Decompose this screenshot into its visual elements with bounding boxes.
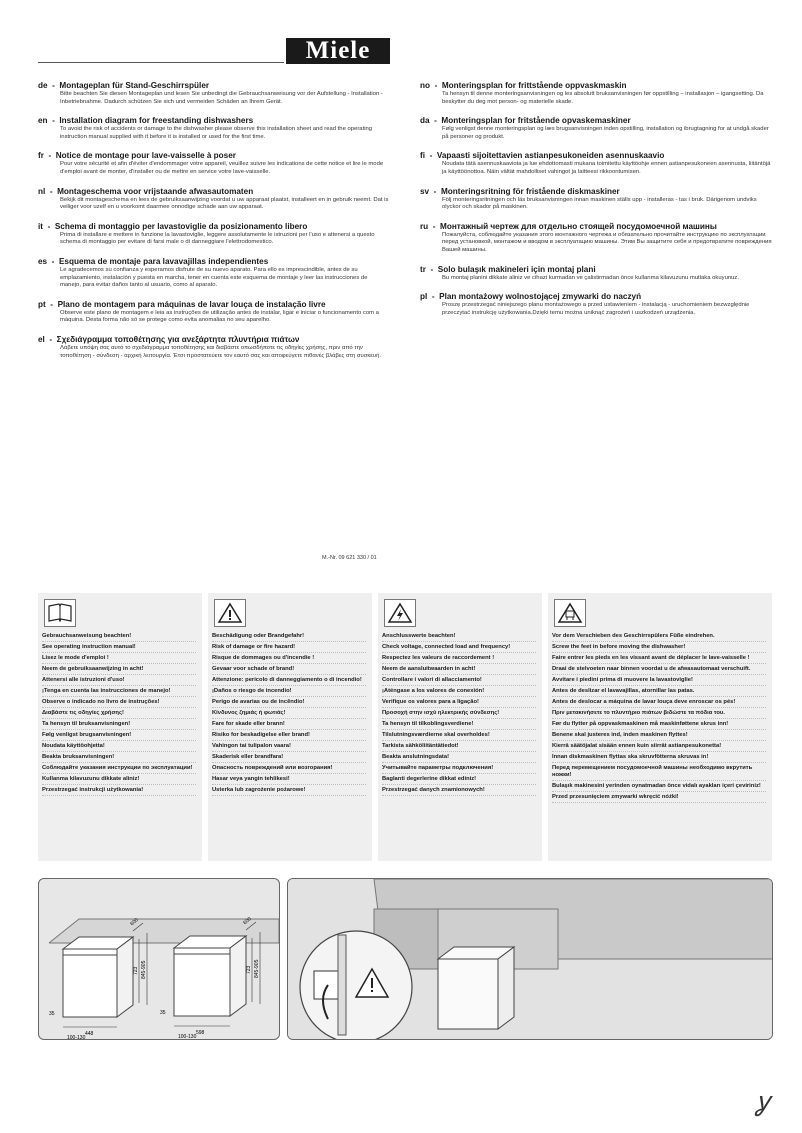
section-body: Prima di installare e mettere in funzione la lavastoviglie, leggere assolutamente le istruzioni per l'uso e attenersi a questo schema di montaggio per evitare di farsi male o di danneggiare l'elettrodomestico. bbox=[60, 231, 375, 246]
warning-item: Κίνδυνος ζημιάς ή φωτιάς! bbox=[212, 708, 366, 719]
warning-item: Перед перемещением посудомоечной машины необходимо вкрутить ножки! bbox=[552, 763, 766, 781]
separator: - bbox=[425, 264, 438, 274]
section-title bbox=[38, 299, 390, 310]
section-ru bbox=[420, 221, 772, 255]
dim-distance: 100-130 bbox=[178, 1034, 197, 1040]
title-text: Montageplan für Stand-Geschirrspüler bbox=[59, 81, 210, 90]
warning-item: Risk of damage or fire hazard! bbox=[212, 642, 366, 653]
warning-item: Lisez le mode d'emploi ! bbox=[42, 653, 196, 664]
section-body: Følg venligst denne monteringsplan og læs brugsanvisningen inden opstilling, installation og ibrugtagning for at undgå skader på personer og produkt. bbox=[442, 126, 769, 140]
separator: - bbox=[430, 81, 442, 90]
title-text: Plan montażowy wolnostojącej zmywarki do naczyń bbox=[439, 292, 642, 302]
separator: - bbox=[44, 334, 57, 344]
warning-list bbox=[382, 631, 536, 796]
corner-mark: ỿ bbox=[756, 1087, 770, 1116]
warning-item: Attenzione: pericolo di danneggiamento o di incendio! bbox=[212, 675, 366, 686]
section-body: Proszę przestrzegać niniejszego planu montażowego a przed ustawieniem - instalacją - uruchomieniem bezwzględnie przeczytać instrukcję użytkowania.Dzięki temu można uniknąć zagrożeń i uszkodzeń urządzenia. bbox=[442, 302, 750, 316]
separator: - bbox=[429, 186, 441, 196]
section-it bbox=[38, 221, 390, 247]
warning-item: Usterka lub zagrożenie pożarowe! bbox=[212, 785, 366, 796]
title-text: Schema di montaggio per lavastoviglie da posizionamento libero bbox=[54, 221, 308, 231]
warning-item: Screw the feet in before moving the dishwasher! bbox=[552, 642, 766, 653]
material-number: M.-Nr. 09 621 330 / 01 bbox=[322, 555, 377, 561]
title-text: Installation diagram for freestanding dishwashers bbox=[59, 116, 254, 126]
dim-height-b: 845-905 bbox=[254, 959, 260, 978]
warning-item: Verifique os valores para a ligação! bbox=[382, 697, 536, 708]
warning-item: Noudata käyttöohjetta! bbox=[42, 741, 196, 752]
warning-item: Faire entrer les pieds en les vissant avant de déplacer le lave-vaisselle ! bbox=[552, 653, 766, 664]
warning-item: Опасность повреждений или возгорания! bbox=[212, 763, 366, 774]
dimension-diagram-2 bbox=[158, 878, 282, 1040]
warning-item: Πριν μετακινήσετε το πλυντήριο πιάτων βιδώστε τα πόδια του. bbox=[552, 708, 766, 719]
section-pl bbox=[420, 291, 772, 317]
header-rule bbox=[38, 62, 284, 63]
warning-item: Risque de dommages ou d'incendie ! bbox=[212, 653, 366, 664]
dim-height-a: 723 bbox=[246, 965, 252, 974]
warning-item: Przestrzegać instrukcji użytkowania! bbox=[42, 785, 196, 796]
title-text: Monteringsplan for fritstående opvaskemaskiner bbox=[441, 116, 631, 126]
dishwasher-drawing-2 bbox=[174, 936, 246, 1016]
language-code: pl bbox=[420, 292, 428, 302]
section-title bbox=[38, 80, 390, 91]
warning-list bbox=[212, 631, 366, 796]
section-title bbox=[420, 264, 772, 275]
warning-item: Προσοχή στην ισχύ ηλεκτρικής σύνδεσης! bbox=[382, 708, 536, 719]
dim-width: 598 bbox=[196, 1030, 205, 1036]
warning-item: Przestrzegać danych znamionowych! bbox=[382, 785, 536, 796]
warning-item: Følg venligst brugsanvisningen! bbox=[42, 730, 196, 741]
title-text: Vapaasti sijoitettavien astianpesukoneiden asennuskaavio bbox=[436, 151, 665, 161]
warning-item: Baglanti degerlerine dikkat ediniz! bbox=[382, 774, 536, 785]
intro-column-right bbox=[420, 80, 772, 326]
warning-item: Observe o indicado no livro de instruções! bbox=[42, 697, 196, 708]
dim-foot: 35 bbox=[160, 1010, 166, 1016]
section-body: Пожалуйста, соблюдайте указания этого монтажного чертежа и обязательно прочитайте инструкцию по эксплуатации перед установкой, монтажом и вводом в эксплуатацию машины. Этим Вы защитите себя и предотвратите повреждения Вашей машины. bbox=[442, 231, 772, 253]
title-text: Σχεδιάγραμμα τοποθέτησης για ανεξάρτητα πλυντήρια πιάτων bbox=[56, 334, 300, 344]
warning-item: Διαβάστε τις οδηγίες χρήσης! bbox=[42, 708, 196, 719]
language-code: es bbox=[38, 256, 48, 266]
section-body: Pour votre sécurité et afin d'éviter d'endommager votre appareil, veuillez suivre les indications de cette notice et lire le mode d'emploi avant de monter, d'installer ou de mettre en service votre lave-vaisselle. bbox=[60, 161, 384, 175]
dim-distance: 100-130 bbox=[67, 1035, 86, 1040]
separator: - bbox=[47, 116, 60, 126]
section-el bbox=[38, 334, 390, 360]
separator: - bbox=[43, 221, 55, 231]
warning-item: Kullanma kilavuzunu dikkate aliniz! bbox=[42, 774, 196, 785]
warning-item: Vahingon tai tulipalon vaara! bbox=[212, 741, 366, 752]
section-en bbox=[38, 115, 390, 141]
language-code: el bbox=[38, 334, 45, 344]
section-body: To avoid the risk of accidents or damage to the dishwasher please observe this installation sheet and read the operating instruction manual supplied with it before it is installed or used for the first time. bbox=[60, 126, 373, 140]
warning-item: Kierrä säätöjalat sisään ennen kuin siirrät astianpesukonetta! bbox=[552, 741, 766, 752]
section-de bbox=[38, 80, 390, 106]
language-code: no bbox=[420, 81, 431, 90]
section-title bbox=[420, 115, 772, 126]
section-nl bbox=[38, 186, 390, 212]
warning-item: Respectez les valeurs de raccordement ! bbox=[382, 653, 536, 664]
section-title bbox=[420, 80, 772, 91]
warning-item: Draai de stelvoeten naar binnen voordat u de afwasautomaat verschuift. bbox=[552, 664, 766, 675]
language-code: de bbox=[38, 81, 48, 90]
warning-list bbox=[42, 631, 196, 796]
dim-height-a: 723 bbox=[133, 966, 139, 975]
section-fi bbox=[420, 150, 772, 176]
section-pt bbox=[38, 299, 390, 325]
section-body: Bitte beachten Sie diesen Montageplan und lesen Sie unbedingt die Gebrauchsanweisung vor der Aufstellung - Installation - Inbetriebnahme. Dadurch schützen Sie sich und vermeiden Schäden an Ihrem Gerät. bbox=[60, 91, 383, 105]
section-fr bbox=[38, 150, 390, 176]
warning-item: Perigo de avarias ou de incêndio! bbox=[212, 697, 366, 708]
warning-item: Før du flytter på oppvaskmaskinen må maskinføttene skrus inn! bbox=[552, 719, 766, 730]
section-body: Le agradecemos su confianza y esperamos disfrute de su nuevo aparato. Para ello es imprescindible, antes de su emplazamiento, instalación y puesta en marcha, tener en cuenta este esquema de montaje y leer las instrucciones de manejo, para evitar daños tanto al usuario, como al aparato. bbox=[60, 266, 368, 289]
title-text: Solo bulaşık makineleri için montaj plani bbox=[437, 264, 596, 274]
warning-item: Anschlusswerte beachten! bbox=[382, 631, 536, 642]
title-text: Notice de montage pour lave-vaisselle à poser bbox=[55, 151, 236, 161]
section-title bbox=[38, 221, 390, 232]
warning-item: Antes de deslizar el lavavajillas, atornillar las patas. bbox=[552, 686, 766, 697]
warning-item: Tilslutningsværdierne skal overholdes! bbox=[382, 730, 536, 741]
language-code: ru bbox=[420, 221, 429, 231]
warning-item: Neem de aansluitwaarden in acht! bbox=[382, 664, 536, 675]
warning-item: Neem de gebruiksaanwijzing in acht! bbox=[42, 664, 196, 675]
warning-item: ¡Aténgase a los valores de conexión! bbox=[382, 686, 536, 697]
language-code: fi bbox=[420, 151, 426, 161]
language-code: nl bbox=[38, 186, 46, 196]
section-title bbox=[420, 221, 772, 232]
warning-item: Vor dem Verschieben des Geschirrspülers Füße eindrehen. bbox=[552, 631, 766, 642]
foot-warning-icon bbox=[554, 599, 586, 627]
freestanding-dishwasher bbox=[438, 947, 514, 1029]
separator: - bbox=[45, 299, 58, 309]
section-title bbox=[38, 115, 390, 126]
warning-item: See operating instruction manual! bbox=[42, 642, 196, 653]
title-text: Esquema de montaje para lavavajillas independientes bbox=[58, 256, 269, 266]
section-title bbox=[420, 291, 772, 302]
dim-depth-top: 600 bbox=[129, 917, 140, 928]
warning-panel-manual bbox=[38, 593, 202, 861]
section-title bbox=[38, 334, 390, 345]
section-body: Ta hensyn til denne monteringsanvisningen og les absolutt bruksanvisningen før oppstilling – installasjon – igangsetting. Da beskytter du deg mot person- og materielle skade. bbox=[442, 91, 764, 105]
section-body: Noudata tätä asennuskaaviota ja lue ehdottomasti mukana toimitettu käyttöohje ennen astianpesukoneen asennusta, liitäntöjä ja käyttöönottoa. Näin vältät mahdolliset vahingot ja laitteesi rikkoontumisen. bbox=[442, 161, 771, 175]
warning-item: Innan diskmaskinen flyttas ska skruvfötterna skruvas in! bbox=[552, 752, 766, 763]
warning-item: Ta hensyn til tilkoblingsverdiene! bbox=[382, 719, 536, 730]
section-body: Bu montaj planini dikkate aliniz ve cihazi kurmadan ve çalistirmadan önce kullanma kilavuzunu mutlaka okuyunuz. bbox=[442, 274, 739, 281]
warning-item: Beakta bruksanvisningen! bbox=[42, 752, 196, 763]
language-code: fr bbox=[38, 151, 44, 161]
dim-width: 448 bbox=[85, 1031, 94, 1037]
separator: - bbox=[45, 186, 58, 196]
title-text: Monteringsplan for frittstående oppvaskmaskin bbox=[441, 81, 627, 90]
warning-item: Ta hensyn til bruksanvisningen! bbox=[42, 719, 196, 730]
warning-item: Attenersi alle istruzioni d'uso! bbox=[42, 675, 196, 686]
miele-logo: Miele bbox=[286, 38, 390, 64]
separator: - bbox=[47, 81, 60, 90]
warning-item: Hasar veya yangin tehlikesi! bbox=[212, 774, 366, 785]
section-title bbox=[38, 256, 390, 267]
section-tr bbox=[420, 264, 772, 283]
section-sv bbox=[420, 186, 772, 212]
warning-item: Benene skal justeres ind, inden maskinen flyttes! bbox=[552, 730, 766, 741]
language-code: sv bbox=[420, 186, 430, 196]
warning-item: Gebrauchsanweisung beachten! bbox=[42, 631, 196, 642]
warning-item: Risiko for beskadigelse eller brand! bbox=[212, 730, 366, 741]
separator: - bbox=[425, 151, 437, 161]
warning-item: ¡Daños o riesgo de incendio! bbox=[212, 686, 366, 697]
warning-item: Antes de deslocar a máquina de lavar louça deve enroscar os pés! bbox=[552, 697, 766, 708]
section-no bbox=[420, 80, 772, 106]
warning-item: Bulaşık makinesini yerinden oynatmadan önce vidalı ayakları içeri çeviriniz! bbox=[552, 781, 766, 792]
warning-item: Tarkista sähköliitäntätiedot! bbox=[382, 741, 536, 752]
warning-item: Соблюдайте указания инструкции по эксплуатации! bbox=[42, 763, 196, 774]
section-title bbox=[38, 186, 390, 197]
section-body: Bekijk dit montageschema en lees de gebruiksaanwijzing voordat u uw apparaat plaatst, installeert en in gebruik neemt. Dat is veiliger voor uzelf en u voorkomt daarmee onnodige schade aan uw apparaat. bbox=[60, 196, 389, 211]
section-es bbox=[38, 256, 390, 290]
warning-item: Przed przesunięciem zmywarki wkręcić nóżki! bbox=[552, 792, 766, 803]
section-title bbox=[420, 150, 772, 161]
section-da bbox=[420, 115, 772, 141]
dim-depth-top: 600 bbox=[242, 916, 253, 927]
warning-list bbox=[552, 631, 766, 803]
language-code: it bbox=[38, 221, 44, 231]
section-title bbox=[38, 150, 390, 161]
warning-item: ¡Tenga en cuenta las instrucciones de manejo! bbox=[42, 686, 196, 697]
dim-height-b: 845-905 bbox=[141, 960, 147, 979]
warning-panel-damage bbox=[208, 593, 372, 861]
section-title bbox=[420, 186, 772, 197]
title-text: Монтажный чертеж для отдельно стоящей посудомоечной машины bbox=[440, 221, 717, 231]
warning-panels bbox=[38, 593, 772, 861]
section-body: Λάβετε υπόψη σας αυτό το σχεδιάγραμμα τοποθέτησης και διαβάστε οπωσδήποτε τις οδηγίες χρήσης, πριν από την τοποθέτηση - σύνδεση - αρχική λειτουργία. Έτσι προστατεύετε τον εαυτό σας και αποφεύγετε πιθανές βλάβες στη συσκευή. bbox=[60, 344, 382, 359]
intro-column-left bbox=[38, 80, 390, 369]
warning-item: Beschädigung oder Brandgefahr! bbox=[212, 631, 366, 642]
title-text: Monteringsritning för fristående diskmaskiner bbox=[440, 186, 620, 196]
separator: - bbox=[47, 256, 59, 266]
warning-panel-feet bbox=[548, 593, 772, 861]
language-code: da bbox=[420, 116, 430, 126]
separator: - bbox=[427, 292, 440, 302]
separator: - bbox=[428, 221, 441, 231]
installation-scene bbox=[287, 878, 773, 1040]
dim-foot: 35 bbox=[49, 1011, 55, 1017]
title-text: Plano de montagem para máquinas de lavar louça de instalação livre bbox=[57, 299, 326, 309]
warning-icon bbox=[214, 599, 246, 627]
section-body: Följ monteringsritningen och läs bruksanvisningen innan maskinen ställs upp - installeras - tas i bruk. Därigenom undviks olyckor och skador på maskinen. bbox=[442, 196, 757, 211]
warning-panel-electric bbox=[378, 593, 542, 861]
warning-item: Gevaar voor schade of brand! bbox=[212, 664, 366, 675]
separator: - bbox=[43, 151, 56, 161]
warning-item: Controllare i valori di allacciamento! bbox=[382, 675, 536, 686]
language-code: tr bbox=[420, 264, 426, 274]
warning-item: Check voltage, connected load and frequency! bbox=[382, 642, 536, 653]
separator: - bbox=[429, 116, 442, 126]
warning-item: Учитывайте параметры подключения! bbox=[382, 763, 536, 774]
warning-item: Fare for skade eller brann! bbox=[212, 719, 366, 730]
warning-item: Beakta anslutningsdata! bbox=[382, 752, 536, 763]
language-code: en bbox=[38, 116, 48, 126]
electric-hazard-icon bbox=[384, 599, 416, 627]
warning-item: Skaderisk eller brandfara! bbox=[212, 752, 366, 763]
language-code: pt bbox=[38, 299, 46, 309]
warning-item: Avvitare i piedini prima di muovere la lavastoviglie! bbox=[552, 675, 766, 686]
section-body: Observe este plano de montagem e leia as instruções de utilização antes de instalar, ligar e iniciar o funcionamento com a máquina. Desta forma não só se protege como evita anomalias no seu aparelho. bbox=[60, 309, 379, 324]
book-icon bbox=[44, 599, 76, 627]
title-text: Montageschema voor vrijstaande afwasautomaten bbox=[57, 186, 254, 196]
